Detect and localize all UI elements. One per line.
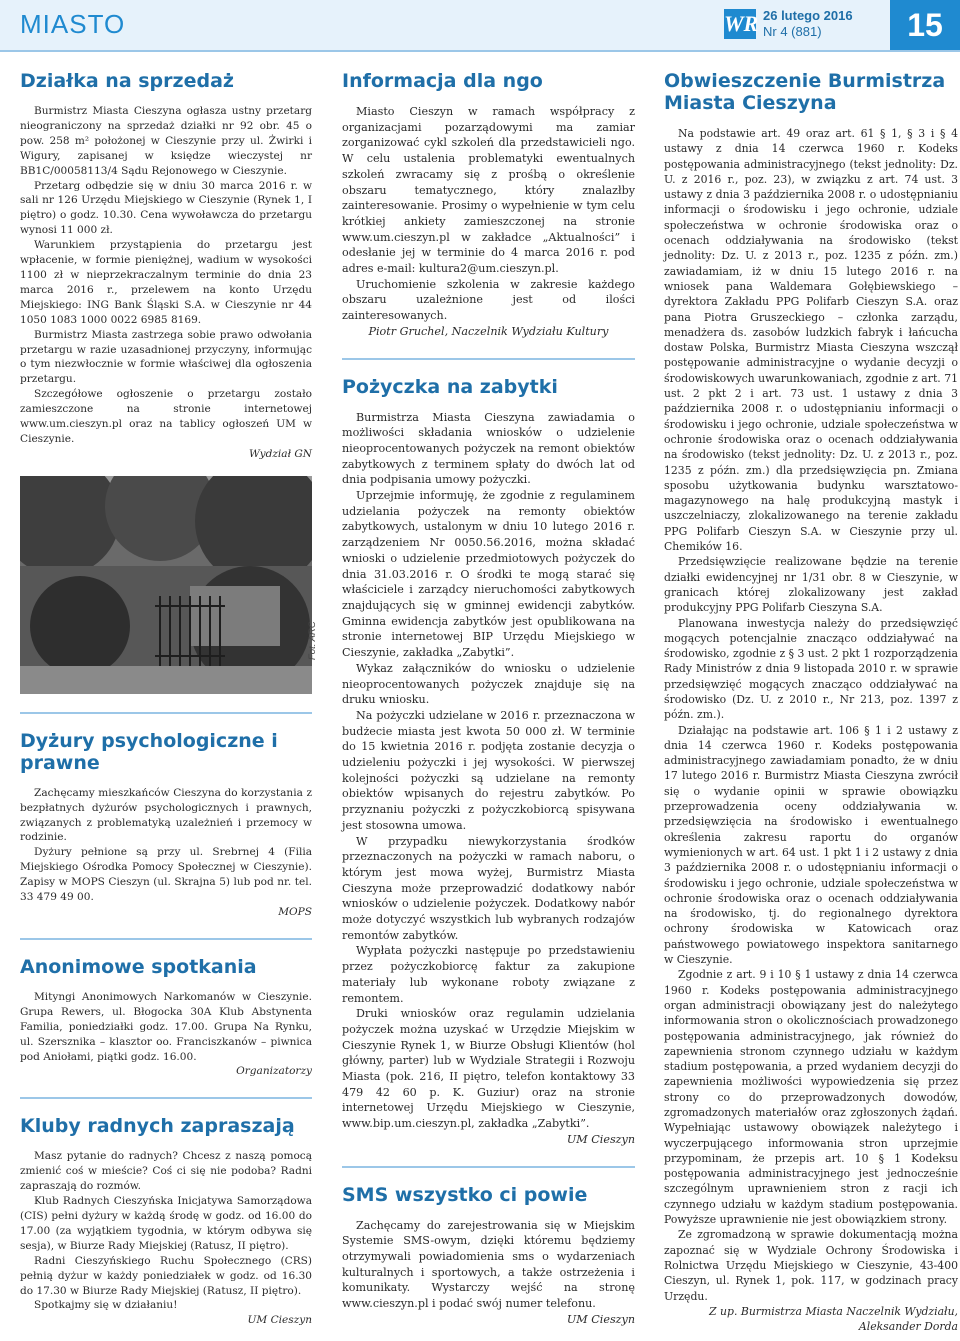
divider (20, 1097, 312, 1099)
paragraph: Burmistrz Miasta zastrzega sobie prawo odwołania przetargu w razie uzasadnionej przyczyny, informując o tym niezwłocznie w formie właściwej dla ogłoszenia przetargu. (20, 328, 312, 386)
paragraph: Spotkajmy się w działaniu! (34, 1299, 178, 1312)
paragraph: Przetarg odbędzie się w dniu 30 marca 2016 r. w sali nr 126 Urzędu Miejskiego w Cieszynie (Rynek 1, I piętro) o godz. 10.30. Cena wywoławcza do przetargu wynosi 11 000 zł. (20, 179, 312, 237)
paragraph: Działając na podstawie art. 106 § 1 i 2 ustawy z dnia 14 czerwca 1960 r. Kodeks postępowania administracyjnego zawiadamiam ponadto, że w dniu 17 lutego 2016 r. Burmistrz Miasta Cieszyna zwrócił się o wydanie opinii w sprawie obowiązku przeprowadzenia oceny oddziaływania w. przedsięwzięcia na środowisko i ewentualnego określenia zakresu raportu do organów wymienionych w art. 64 ust. 1 pkt 1 i 2 ustawy z dnia 3 października 2008 r. o udostępnianiu informacji o środowisku i jego ochronie, udziale społeczeństwa w ochronie środowiska oraz o ocenach oddziaływania na środowisko, tj. do regionalnego dyrektora ochrony środowiska w Katowicach oraz państwowego powiatowego inspektora sanitarnego w Cieszynie. (664, 723, 958, 967)
paragraph: Planowana inwestycja należy do przedsięwzięć mogących potencjalnie znacząco oddziaływać na środowisko, zgodnie z § 3 ust. 2 pkt 1 rozporządzenia Rady Ministrów z dnia 9 listopada 2010 r. w sprawie przedsięwzięć mogących znacząco oddziaływać na środowisko (Dz. U. z 2010 r., Nr 213, poz. 1397 z późn. zm.). (664, 616, 958, 722)
article-signature: MOPS (278, 906, 312, 918)
page-number: 15 (890, 0, 960, 50)
column-2 (342, 70, 635, 1328)
article-signature: Piotr Gruchel, Naczelnik Wydziału Kultury (368, 324, 609, 338)
article-councillors-clubs (20, 1115, 312, 1328)
newspaper-logo: WR (724, 9, 756, 39)
article-monument-loans (342, 376, 635, 1148)
paragraph: Wypłata pożyczki następuje po przedstawieniu przez pożyczkobiorcę faktur za zakupione materiały lub wykonane roboty związane z remontem. (342, 944, 635, 1005)
article-signature: Organizatorzy (236, 1065, 312, 1078)
plot-photo (20, 476, 312, 694)
article-psych-legal (20, 730, 312, 920)
article-title: Dyżury psychologiczne i prawne (20, 729, 278, 774)
article-signature: UM Cieszyn (566, 1132, 635, 1146)
article-title: SMS wszystko ci powie (342, 1183, 588, 1206)
article-anonymous-meetings (20, 956, 312, 1079)
article-mayor-announcement (664, 70, 958, 1334)
paragraph: Szczegółowe ogłoszenie o przetargu zostało zamieszczone na stronie internetowej www.um.cieszyn.pl oraz na tablicy ogłoszeń UM w Cieszynie. (20, 388, 312, 445)
divider (20, 938, 312, 940)
paragraph: Zachęcamy mieszkańców Cieszyna do korzystania z bezpłatnych dyżurów psychologicznych i prawnych, związanych z problematyką uzależnień i przemocy w rodzinie. (20, 786, 312, 844)
paragraph: Uruchomienie szkolenia w zakresie każdego obszaru uzależnione jest od ilości zainteresowanych. (342, 277, 635, 323)
issue-number: Nr 4 (881) (763, 24, 822, 39)
paragraph: Miasto Cieszyn w ramach współpracy z organizacjami pozarządowymi ma zamiar zorganizować cykl szkoleń dla przedstawicieli ngo. W celu ustalenia problematyki ewentualnych szkoleń zwracamy się z prośbą o określenie obszaru tematycznego, który znalazłby zainteresowanie. Prosimy o wypełnienie w tym celu krótkiej ankiety zamieszczonej na stronie www.um.cieszyn.pl w zakładce „Aktualności” i odesłanie jej w terminie do 4 marca 2016 r. pod adres e-mail: kultura2@um.cieszyn.pl. (342, 105, 635, 276)
paragraph: Przedsięwzięcie realizowane będzie na terenie działki ewidencyjnej nr 1/31 obr. 8 w Cieszynie, w granicach której zlokalizowany jest zakład produkcyjny PPG Polifarb Cieszyna S.A. (664, 555, 958, 615)
paragraph: Uprzejmie informuję, że zgodnie z regulaminem udzielania pożyczek na remonty obiektów zabytkowych, ustalonym w dniu 10 lutego 2016 r. zarządzeniem Nr 0050.56.2016, można składać wnioski o udzielenie przedmiotowych pożyczek do dnia 31.03.2016 r. O środki te mogą starać się właściciele i zarządcy nieruchomości zabytkowych znajdujących się w gminnej ewidencji zabytków. Gminna ewidencja zabytków jest opublikowana na stronie internetowej BIP Urzędu Miejskiego w Cieszynie, zakładka „Zabytki”. (342, 489, 635, 660)
paragraph: Klub Radnych Cieszyńska Inicjatywa Samorządowa (CIS) pełni dyżury w każdą środę w godz. od 16.00 do 17.00 (za wyjątkiem tygodnia, w którym odbywa się sesja), w Biurze Rady Miejskiej (Ratusz, II piętro). (20, 1195, 312, 1252)
page-header (0, 0, 960, 52)
article-signature: UM Cieszyn (566, 1312, 635, 1326)
article-ngo-info (342, 70, 635, 340)
paragraph: Zgodnie z art. 9 i 10 § 1 ustawy z dnia 14 czerwca 1960 r. Kodeks postępowania administracyjnego organ administracji obowiązany jest do należytego informowania stron o okolicznościach prowadzonego postępowania administracyjnego, jak również do zapewnienia stronom czynnego udziału w każdym stadium postępowania, a przed wydaniem decyzji do zapewnienia możliwości wypowiedzenia się przez strony co do przeprowadzonych dowodów, zgromadzonych materiałów oraz zgłoszonych żądań. Wypełniając ustawowy obowiązek należytego i wyczerpującego informowania stron uprzejmie przypominam, że przepis art. 10 § 1 Kodeksu postępowania administracyjnego jest jednocześnie szczególnym uprawnieniem stron z racji ich czynnego udziału w każdym stadium postępowania. Powyższe uprawnienie nie jest obowiązkiem strony. (664, 968, 958, 1227)
article-title: Informacja dla ngo (342, 70, 543, 92)
article-sms-system (342, 1184, 635, 1328)
article-signature-name: Aleksander Dorda (858, 1320, 958, 1334)
article-signature: Wydział GN (249, 447, 312, 460)
column-1 (20, 70, 312, 1328)
paragraph: Burmistrz Miasta Cieszyna ogłasza ustny przetarg nieograniczony na sprzedaż działki nr 92 obr. 45 o pow. 258 m² położonej w Cieszynie przy ul. Żwirki i Wigury, zapisanej w księdze wieczystej nr BB1C/00058113/4 Sądu Rejonowego w Cieszynie. (20, 105, 312, 177)
divider (20, 712, 312, 714)
article-title: Anonimowe spotkania (20, 955, 257, 978)
paragraph: Burmistrza Miasta Cieszyna zawiadamia o możliwości składania wniosków o udzielenie nieoprocentowanych pożyczek na remont obiektów zabytkowych z terminem spłaty do dwóch lat od dnia podpisania umowy pożyczki. (342, 410, 635, 487)
paragraph: W przypadku niewykorzystania środków przeznaczonych na pożyczki w ramach naboru, o którym jest mowa wyżej, Burmistrz Miasta Cieszyna może przeprowadzić dodatkowy nabór wniosków o udzielenie pożyczek. Dodatkowy nabór może dotyczyć wszystkich lub wybranych rodzajów remontów zabytków. (342, 834, 635, 942)
photo-credit: Fot. ARC (307, 621, 318, 660)
divider (342, 358, 635, 360)
paragraph: Radni Cieszyńskiego Ruchu Społecznego (CRS) pełnią dyżur w każdy poniedziałek w godz. od 16.30 do 17.30 w Biurze Rady Miejskiej (Ratusz, II piętro). (20, 1254, 312, 1297)
article-title: Działka na sprzedaż (20, 70, 234, 92)
paragraph: Ze zgromadzoną w sprawie dokumentacją można zapoznać się w Wydziale Ochrony Środowiska i Rolnictwa Urzędu Miejskiego w Cieszynie, 43-400 Cieszyn, ul. Rynek 1, pok. 117, w godzinach pracy Urzędu. (664, 1228, 958, 1303)
column-3 (664, 70, 958, 1334)
paragraph: Na pożyczki udzielane w 2016 r. przeznaczona w budżecie miasta jest kwota 50 000 zł. W terminie do 15 kwietnia 2016 r. podjęta zostanie decyzja o udzieleniu pożyczki i jej wysokości. W pierwszej kolejności pożyczki są udzielane na remonty obiektów wpisanych do rejestru zabytków. Po przyznaniu pożyczki z pożyczkobiorcą spisywana jest stosowna umowa. (342, 708, 635, 832)
paragraph: Masz pytanie do radnych? Chcesz z naszą pomocą zmienić coś w mieście? Coś ci się nie podoba? Radni zapraszają do rozmów. (20, 1150, 312, 1193)
paragraph: Wykaz załączników do wniosku o udzielenie nieoprocentowanych pożyczek znajduje się na druku wniosku. (342, 661, 635, 707)
article-title: Kluby radnych zapraszają (20, 1115, 295, 1138)
issue-date: 26 lutego 2016 (763, 8, 853, 23)
paragraph: Zachęcamy do zarejestrowania się w Miejskim Systemie SMS-owym, dzięki któremu będziemy otrzymywali powiadomienia sms o wydarzeniach kulturalnych i sportowych, a także ostrzeżenia i komunikaty. Wystarczy wejść na stronę www.cieszyn.pl i podać swój numer telefonu. (342, 1218, 635, 1311)
article-title: Pożyczka na zabytki (342, 375, 558, 398)
paragraph: Na podstawie art. 49 oraz art. 61 § 1, § 3 i § 4 ustawy z dnia 14 czerwca 1960 r. Kodeks postępowania administracyjnego (tekst jednolity: Dz. U. z 2016 r., poz. 23), w związku z art. 74 ust. 3 ustawy z dnia 3 października 2008 r. o udostępnianiu informacji o środowisku i jego ochronie, udziale społeczeństwa w ochronie środowiska oraz o ocenach oddziaływania na środowisko (tekst jednolity: Dz. U. z 2013 r., poz. 1235 z późn. zm.) zawiadamiam, iż w dniu 15 lutego 2016 r. na wniosek pana Waldemara Gołębiewskiego – dyrektora Zakładu PPG Polifarb Cieszyn S.A. oraz pana Piotra Gruszeckiego – członka zarządu, menadżera ds. zasobów ludzkich fabryk i łańcucha dostaw Polska, Burmistrz Miasta Cieszyna wszczął postępowanie administracyjne o wydanie decyzji o środowiskowych uwarunkowaniach, zgodnie z art. 71 ust. 2 pkt 2 i art. 73 ust. 1 ustawy z dnia 3 października 2008 r. o udostępnianiu informacji o środowisku i jego ochronie, udziale społeczeństwa w ochronie środowiska oraz o ocenach oddziaływania na środowisko (tekst jednolity: Dz. U. z 2013 r., poz. 1235 z późn. zm.) dla przedsięwzięcia pn. Zmiana sposobu użytkowania budynku warsztatowo-magazynowego na halę produkcyjną mastyk i uszczelniaczy, zlokalizowanego na terenie zakładu PPG Polifarb Cieszyn S.A. w Cieszynie przy ul. Chemików 16. (664, 127, 958, 554)
section-name: MIASTO (20, 9, 126, 39)
article-plot-sale (20, 70, 312, 694)
paragraph: Mityngi Anonimowych Narkomanów w Cieszynie. Grupa Rewers, ul. Błogocka 30A Klub Abstynenta Familia, poniedziałki godz. 17.00. Grupa Na Rynku, ul. Szersznika – klasztor oo. Franciszkanów – piwnica pod Aniołami, piątki godz. 16.00. (20, 990, 312, 1063)
paragraph: Druki wniosków oraz regulamin udzielania pożyczek można uzyskać w Urzędzie Miejskim w Cieszynie Rynek 1, w Biurze Obsługi Klientów (hol główny, parter) lub w Wydziale Strategii i Rozwoju Miasta (pok. 216, II piętro, telefon kontaktowy 33 479 42 60 p. K. Guziur) oraz na stronie internetowej Urzędu Miejskiego w Cieszynie, www.bip.um.cieszyn.pl, zakładka „Zabytki”. (342, 1007, 635, 1131)
divider (342, 1166, 635, 1168)
article-title: Obwieszczenie Burmistrza Miasta Cieszyna (664, 70, 946, 114)
article-signature: Z up. Burmistrza Miasta Naczelnik Wydziału, (709, 1304, 958, 1318)
paragraph: Warunkiem przystąpienia do przetargu jest wpłacenie, w formie pieniężnej, wadium w wysokości 1100 zł w nieprzekraczalnym terminie do dnia 23 marca 2016 r., przelewem na konto Urzędu Miejskiego: ING Bank Śląski S.A. w Cieszynie nr 44 1050 1083 1000 0022 6985 8169. (20, 239, 312, 326)
article-signature: UM Cieszyn (247, 1314, 312, 1327)
paragraph: Dyżury pełnione są przy ul. Srebrnej 4 (Filia Miejskiego Ośrodka Pomocy Społecznej w Cieszynie). Zapisy w MOPS Cieszyn (ul. Skrajna 5) lub pod nr. tel. 33 479 49 00. (20, 846, 312, 904)
